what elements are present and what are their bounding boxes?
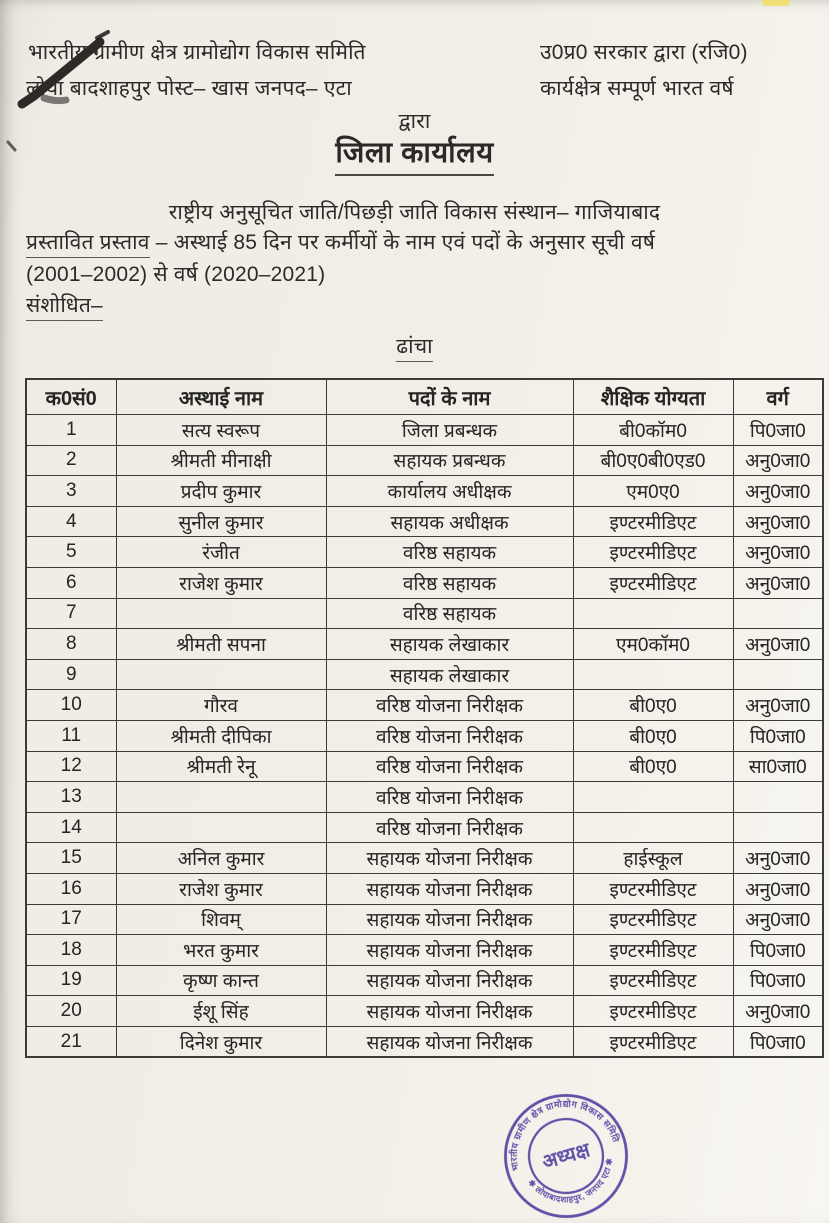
table-cell: राजेश कुमार	[116, 873, 326, 904]
table-cell: एम0ए0	[573, 476, 733, 507]
table-cell: 10	[26, 690, 116, 721]
table-row	[26, 965, 823, 996]
table-cell: अनु0जा0	[733, 996, 823, 1027]
table-cell: अनु0जा0	[733, 904, 823, 935]
table-row	[26, 415, 823, 446]
table-cell: इण्टरमीडिएट	[573, 935, 733, 966]
table-cell: 13	[26, 782, 116, 813]
table-cell: 19	[26, 965, 116, 996]
work-area-line: कार्यक्षेत्र सम्पूर्ण भारत वर्ष	[540, 77, 734, 100]
table-cell: सहायक योजना निरीक्षक	[326, 904, 573, 935]
table-cell: पि0जा0	[733, 720, 823, 751]
table-cell: बी0ए0	[573, 690, 733, 721]
col-header-name: अस्थाई नाम	[116, 379, 326, 415]
table-cell: राजेश कुमार	[116, 567, 326, 598]
table-cell: वरिष्ठ सहायक	[326, 537, 573, 568]
table-cell: भरत कुमार	[116, 935, 326, 966]
table-cell: वरिष्ठ सहायक	[326, 598, 573, 629]
table-cell: इण्टरमीडिएट	[573, 1026, 733, 1057]
table-row	[26, 873, 823, 904]
table-row	[26, 598, 823, 629]
table-cell: इण्टरमीडिएट	[573, 506, 733, 537]
table-row	[26, 782, 823, 813]
amended-label: संशोधित–	[26, 291, 103, 321]
office-title	[0, 132, 829, 176]
table-cell: 8	[26, 629, 116, 660]
table-cell: अनु0जा0	[733, 506, 823, 537]
table-cell: इण्टरमीडिएट	[573, 965, 733, 996]
table-row	[26, 567, 823, 598]
stamp-center-text: अध्यक्ष	[539, 1139, 593, 1174]
table-cell: सहायक योजना निरीक्षक	[326, 873, 573, 904]
table-cell: सुनील कुमार	[116, 506, 326, 537]
table-cell: सहायक योजना निरीक्षक	[326, 843, 573, 874]
table-cell: अनु0जा0	[733, 445, 823, 476]
col-header-qualification: शैक्षिक योग्यता	[573, 379, 733, 415]
col-header-serial: क0सं0	[26, 379, 116, 415]
table-row	[26, 629, 823, 660]
table-cell: सहायक योजना निरीक्षक	[326, 965, 573, 996]
table-row	[26, 935, 823, 966]
table-cell: सहायक योजना निरीक्षक	[326, 996, 573, 1027]
table-cell: अनिल कुमार	[116, 843, 326, 874]
table-cell	[733, 782, 823, 813]
staff-table	[25, 378, 824, 1058]
proposal-years: (2001–2002) से वर्ष (2020–2021)	[26, 263, 326, 286]
table-cell: पि0जा0	[733, 1026, 823, 1057]
amended-line	[26, 291, 103, 321]
registration-line: उ0प्र0 सरकार द्वारा (रजि0)	[540, 41, 748, 64]
table-cell: सा0जा0	[733, 751, 823, 782]
table-cell: 21	[26, 1026, 116, 1057]
table-cell: 1	[26, 415, 116, 446]
table-cell: 12	[26, 751, 116, 782]
table-cell: सहायक योजना निरीक्षक	[326, 1026, 573, 1057]
table-cell: श्रीमती मीनाक्षी	[116, 445, 326, 476]
table-cell	[733, 659, 823, 690]
table-row	[26, 812, 823, 843]
table-cell: श्रीमती रेनू	[116, 751, 326, 782]
table-header-row	[26, 379, 823, 415]
table-cell: इण्टरमीडिएट	[573, 567, 733, 598]
table-cell: कार्यालय अधीक्षक	[326, 476, 573, 507]
table-cell: इण्टरमीडिएट	[573, 996, 733, 1027]
table-cell	[573, 598, 733, 629]
table-cell: ईशू सिंह	[116, 996, 326, 1027]
table-cell: बी0ए0	[573, 751, 733, 782]
table-cell: अनु0जा0	[733, 629, 823, 660]
table-cell: इण्टरमीडिएट	[573, 904, 733, 935]
table-cell	[573, 782, 733, 813]
table-cell: अनु0जा0	[733, 567, 823, 598]
table-cell	[116, 659, 326, 690]
institute-line: राष्ट्रीय अनुसूचित जाति/पिछड़ी जाति विकास संस्थान– गाजियाबाद	[168, 201, 661, 224]
table-row	[26, 1026, 823, 1057]
table-cell: 9	[26, 659, 116, 690]
proposal-text: – अस्थाई 85 दिन पर कर्मीयों के नाम एवं पदों के अनुसार सूची वर्ष	[149, 231, 656, 254]
table-cell: वरिष्ठ सहायक	[326, 567, 573, 598]
table-cell: 17	[26, 904, 116, 935]
table-cell: 11	[26, 720, 116, 751]
table-cell: वरिष्ठ योजना निरीक्षक	[326, 751, 573, 782]
stamp-ring-bottom-text: ✱ लोयाबादशाहपुर, जनपद एटा ✱	[526, 1157, 615, 1205]
table-row	[26, 751, 823, 782]
table-cell: पि0जा0	[733, 935, 823, 966]
table-cell: 4	[26, 506, 116, 537]
table-cell	[116, 598, 326, 629]
table-cell	[573, 659, 733, 690]
table-cell: अनु0जा0	[733, 873, 823, 904]
table-cell: दिनेश कुमार	[116, 1026, 326, 1057]
table-cell: वरिष्ठ योजना निरीक्षक	[326, 690, 573, 721]
table-cell: सत्य स्वरूप	[116, 415, 326, 446]
table-cell	[733, 812, 823, 843]
table-cell: शिवम्	[116, 904, 326, 935]
table-cell: 14	[26, 812, 116, 843]
table-cell	[573, 812, 733, 843]
office-title-text: जिला कार्यालय	[335, 132, 493, 176]
org-address-line: लोया बादशाहपुर पोस्ट– खास जनपद– एटा	[26, 77, 352, 100]
table-cell: प्रदीप कुमार	[116, 476, 326, 507]
table-row	[26, 690, 823, 721]
table-cell: सहायक लेखाकार	[326, 659, 573, 690]
table-cell: वरिष्ठ योजना निरीक्षक	[326, 782, 573, 813]
table-cell: रंजीत	[116, 537, 326, 568]
table-cell: पि0जा0	[733, 415, 823, 446]
table-cell: जिला प्रबन्धक	[326, 415, 573, 446]
table-cell: इण्टरमीडिएट	[573, 537, 733, 568]
table-cell: वरिष्ठ योजना निरीक्षक	[326, 720, 573, 751]
table-cell: सहायक अधीक्षक	[326, 506, 573, 537]
table-body	[26, 415, 823, 1058]
table-cell	[116, 782, 326, 813]
table-row	[26, 843, 823, 874]
table-cell: 5	[26, 537, 116, 568]
table-cell: बी0कॉम0	[573, 415, 733, 446]
table-cell: श्रीमती दीपिका	[116, 720, 326, 751]
table-cell: बी0ए0	[573, 720, 733, 751]
proposal-line	[26, 228, 655, 258]
table-row	[26, 506, 823, 537]
table-cell: 6	[26, 567, 116, 598]
table-cell: 2	[26, 445, 116, 476]
table-cell: इण्टरमीडिएट	[573, 873, 733, 904]
table-row	[26, 904, 823, 935]
table-cell: एम0कॉम0	[573, 629, 733, 660]
table-cell: अनु0जा0	[733, 537, 823, 568]
table-cell: 20	[26, 996, 116, 1027]
table-row	[26, 445, 823, 476]
table-cell: श्रीमती सपना	[116, 629, 326, 660]
table-cell: हाईस्कूल	[573, 843, 733, 874]
table-cell	[116, 812, 326, 843]
table-cell: गौरव	[116, 690, 326, 721]
table-cell: बी0ए0बी0एड0	[573, 445, 733, 476]
table-row	[26, 537, 823, 568]
table-cell: अनु0जा0	[733, 690, 823, 721]
table-cell: अनु0जा0	[733, 843, 823, 874]
table-row	[26, 659, 823, 690]
table-row	[26, 476, 823, 507]
official-stamp	[476, 1068, 657, 1223]
proposal-label: प्रस्तावित प्रस्ताव	[26, 228, 150, 258]
table-cell: 16	[26, 873, 116, 904]
yellow-highlight-speck	[762, 0, 790, 6]
table-cell: 15	[26, 843, 116, 874]
via-label: द्वारा	[398, 110, 431, 133]
org-name-line1: भारतीय ग्रामीण क्षेत्र ग्रामोद्योग विकास समिति	[28, 41, 366, 64]
table-cell	[733, 598, 823, 629]
table-cell: 3	[26, 476, 116, 507]
table-row	[26, 996, 823, 1027]
table-cell: सहायक योजना निरीक्षक	[326, 935, 573, 966]
table-cell: अनु0जा0	[733, 476, 823, 507]
col-header-category: वर्ग	[733, 379, 823, 415]
table-row	[26, 720, 823, 751]
table-cell: पि0जा0	[733, 965, 823, 996]
table-cell: 7	[26, 598, 116, 629]
structure-heading	[0, 332, 829, 362]
table-cell: 18	[26, 935, 116, 966]
table-cell: वरिष्ठ योजना निरीक्षक	[326, 812, 573, 843]
table-cell: सहायक लेखाकार	[326, 629, 573, 660]
stamp-ring-top-text: भारतीय ग्रामीण क्षेत्र ग्रामोद्योग विकास समिति	[508, 1098, 622, 1172]
structure-label: ढांचा	[396, 332, 432, 362]
table-cell: सहायक प्रबन्धक	[326, 445, 573, 476]
table-cell: कृष्ण कान्त	[116, 965, 326, 996]
col-header-post: पदों के नाम	[326, 379, 573, 415]
